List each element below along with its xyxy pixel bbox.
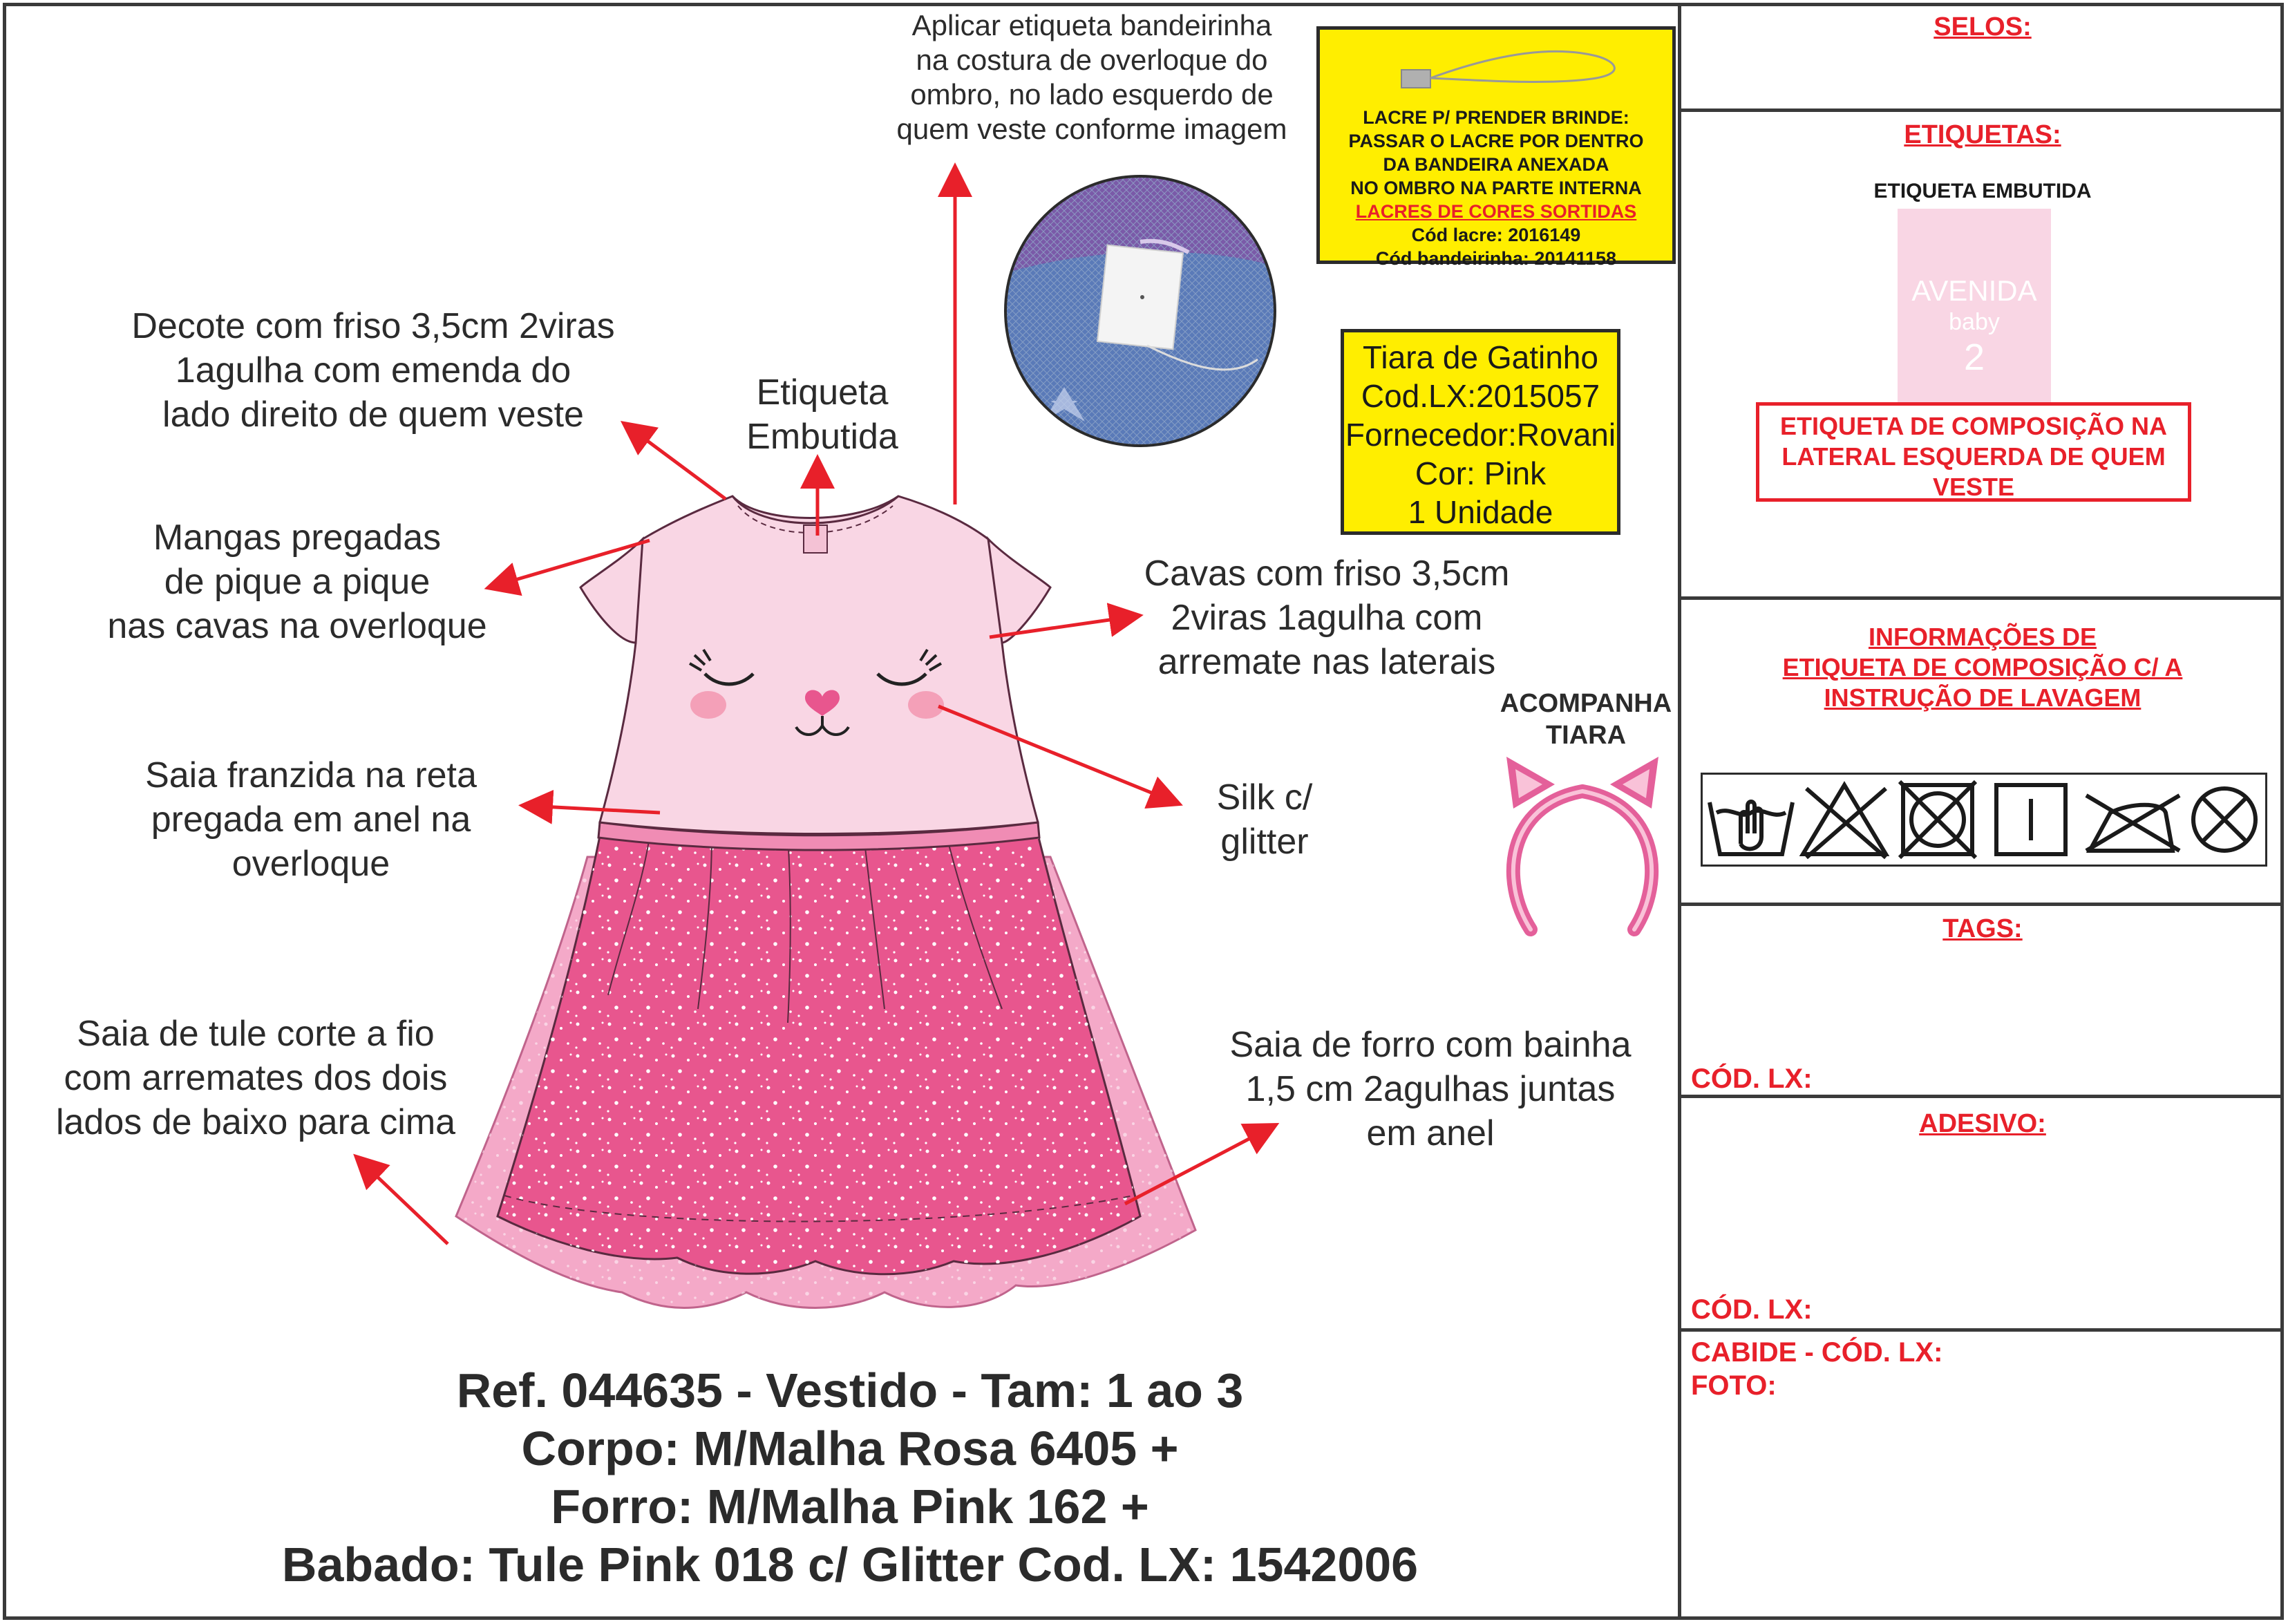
acompanha-tiara-label: ACOMPANHA TIARA [1500,689,1672,750]
section-tags [1681,906,2284,1098]
arrow-silk [938,706,1173,802]
note-saia-tule: Saia de tule corte a fio com arremates dos dois lados de baixo para cima [55,1014,456,1142]
no-tumble-dry-icon [1900,782,1976,858]
arrow-saia-tule [361,1161,448,1244]
brand-label-sample [1898,209,2051,402]
brand-sub: baby [1949,309,2000,335]
etiqueta-embutida-label: ETIQUETA EMBUTIDA [1873,180,2092,202]
note-decote: Decote com friso 3,5cm 2viras 1agulha com emenda do lado direito de quem veste [131,306,615,435]
lacre-box: LACRE P/ PRENDER BRINDE: PASSAR O LACRE POR DENTRO DA BANDEIRA ANEXADA NO OMBRO NA PARTE INTERNA LACRES DE CORES SORTIDAS Cód lacre: 2016149 Cód bandeirinha: 20141158 [1316,26,1676,264]
section-cabide [1681,1332,2284,1615]
tiara-info-box: Tiara de Gatinho Cod.LX:2015057 Fornecedor:Rovani Cor: Pink 1 Unidade [1341,329,1620,535]
arrow-saia-franzida [529,806,660,813]
brand-name: AVENIDA [1911,274,2037,307]
arrow-mangas [494,540,650,586]
section-adesivo [1681,1098,2284,1332]
no-iron-icon [2086,795,2180,851]
arrow-cavas [990,616,1133,637]
line-dry-icon [1996,785,2065,854]
reference-line-1: Ref. 044635 - Vestido - Tam: 1 ao 3 [456,1363,1244,1417]
etiquetas-title: ETIQUETAS: [1904,120,2061,149]
arrow-saia-forro [1125,1128,1270,1204]
adesivo-title: ADESIVO: [1919,1109,2046,1138]
top-instruction: Aplicar etiqueta bandeirinha na costura de overloque do ombro, no lado esquerdo de quem veste conforme imagem [896,9,1287,145]
reference-block [159,1361,1541,1594]
no-bleach-icon [1803,785,1886,858]
tags-title: TAGS: [1942,914,2023,943]
note-cavas: Cavas com friso 3,5cm 2viras 1agulha com arremate nas laterais [1144,554,1510,682]
reference-line-3: Forro: M/Malha Pink 162 + [551,1480,1149,1533]
note-mangas: Mangas pregadas de pique a pique nas cavas na overloque [107,518,487,646]
foto-label: FOTO: [1691,1370,1777,1401]
cabide-cod-lx: CABIDE - CÓD. LX: [1691,1337,1943,1368]
hand-wash-icon [1710,802,1793,854]
composicao-box: ETIQUETA DE COMPOSIÇÃO NA LATERAL ESQUERDA DE QUEM VESTE [1756,402,2191,502]
reference-line-4: Babado: Tule Pink 018 c/ Glitter Cod. LX: 1542006 [281,1538,1419,1592]
no-dry-clean-icon [2193,789,2256,851]
section-etiquetas [1681,112,2284,600]
sidebar [1678,3,2284,1620]
note-saia-forro: Saia de forro com bainha 1,5 cm 2agulhas juntas em anel [1229,1025,1632,1153]
section-info-lavagem [1681,600,2284,906]
selos-title: SELOS: [1934,12,2032,41]
reference-line-2: Corpo: M/Malha Rosa 6405 + [521,1422,1179,1475]
note-etiqueta-embutida: Etiqueta Embutida [746,372,898,457]
info-title: INFORMAÇÕES DE ETIQUETA DE COMPOSIÇÃO C/ A INSTRUÇÃO DE LAVAGEM [1782,623,2183,712]
note-saia-franzida: Saia franzida na reta pregada em anel na overloque [145,755,477,884]
label-size: 2 [1963,337,1985,378]
arrow-decote [629,427,726,499]
adesivo-cod-lx: CÓD. LX: [1691,1294,1813,1325]
tags-cod-lx: CÓD. LX: [1691,1064,1813,1094]
care-symbols-strip [1701,773,2267,867]
section-selos [1681,3,2284,112]
note-silk: Silk c/ glitter [1216,777,1313,862]
